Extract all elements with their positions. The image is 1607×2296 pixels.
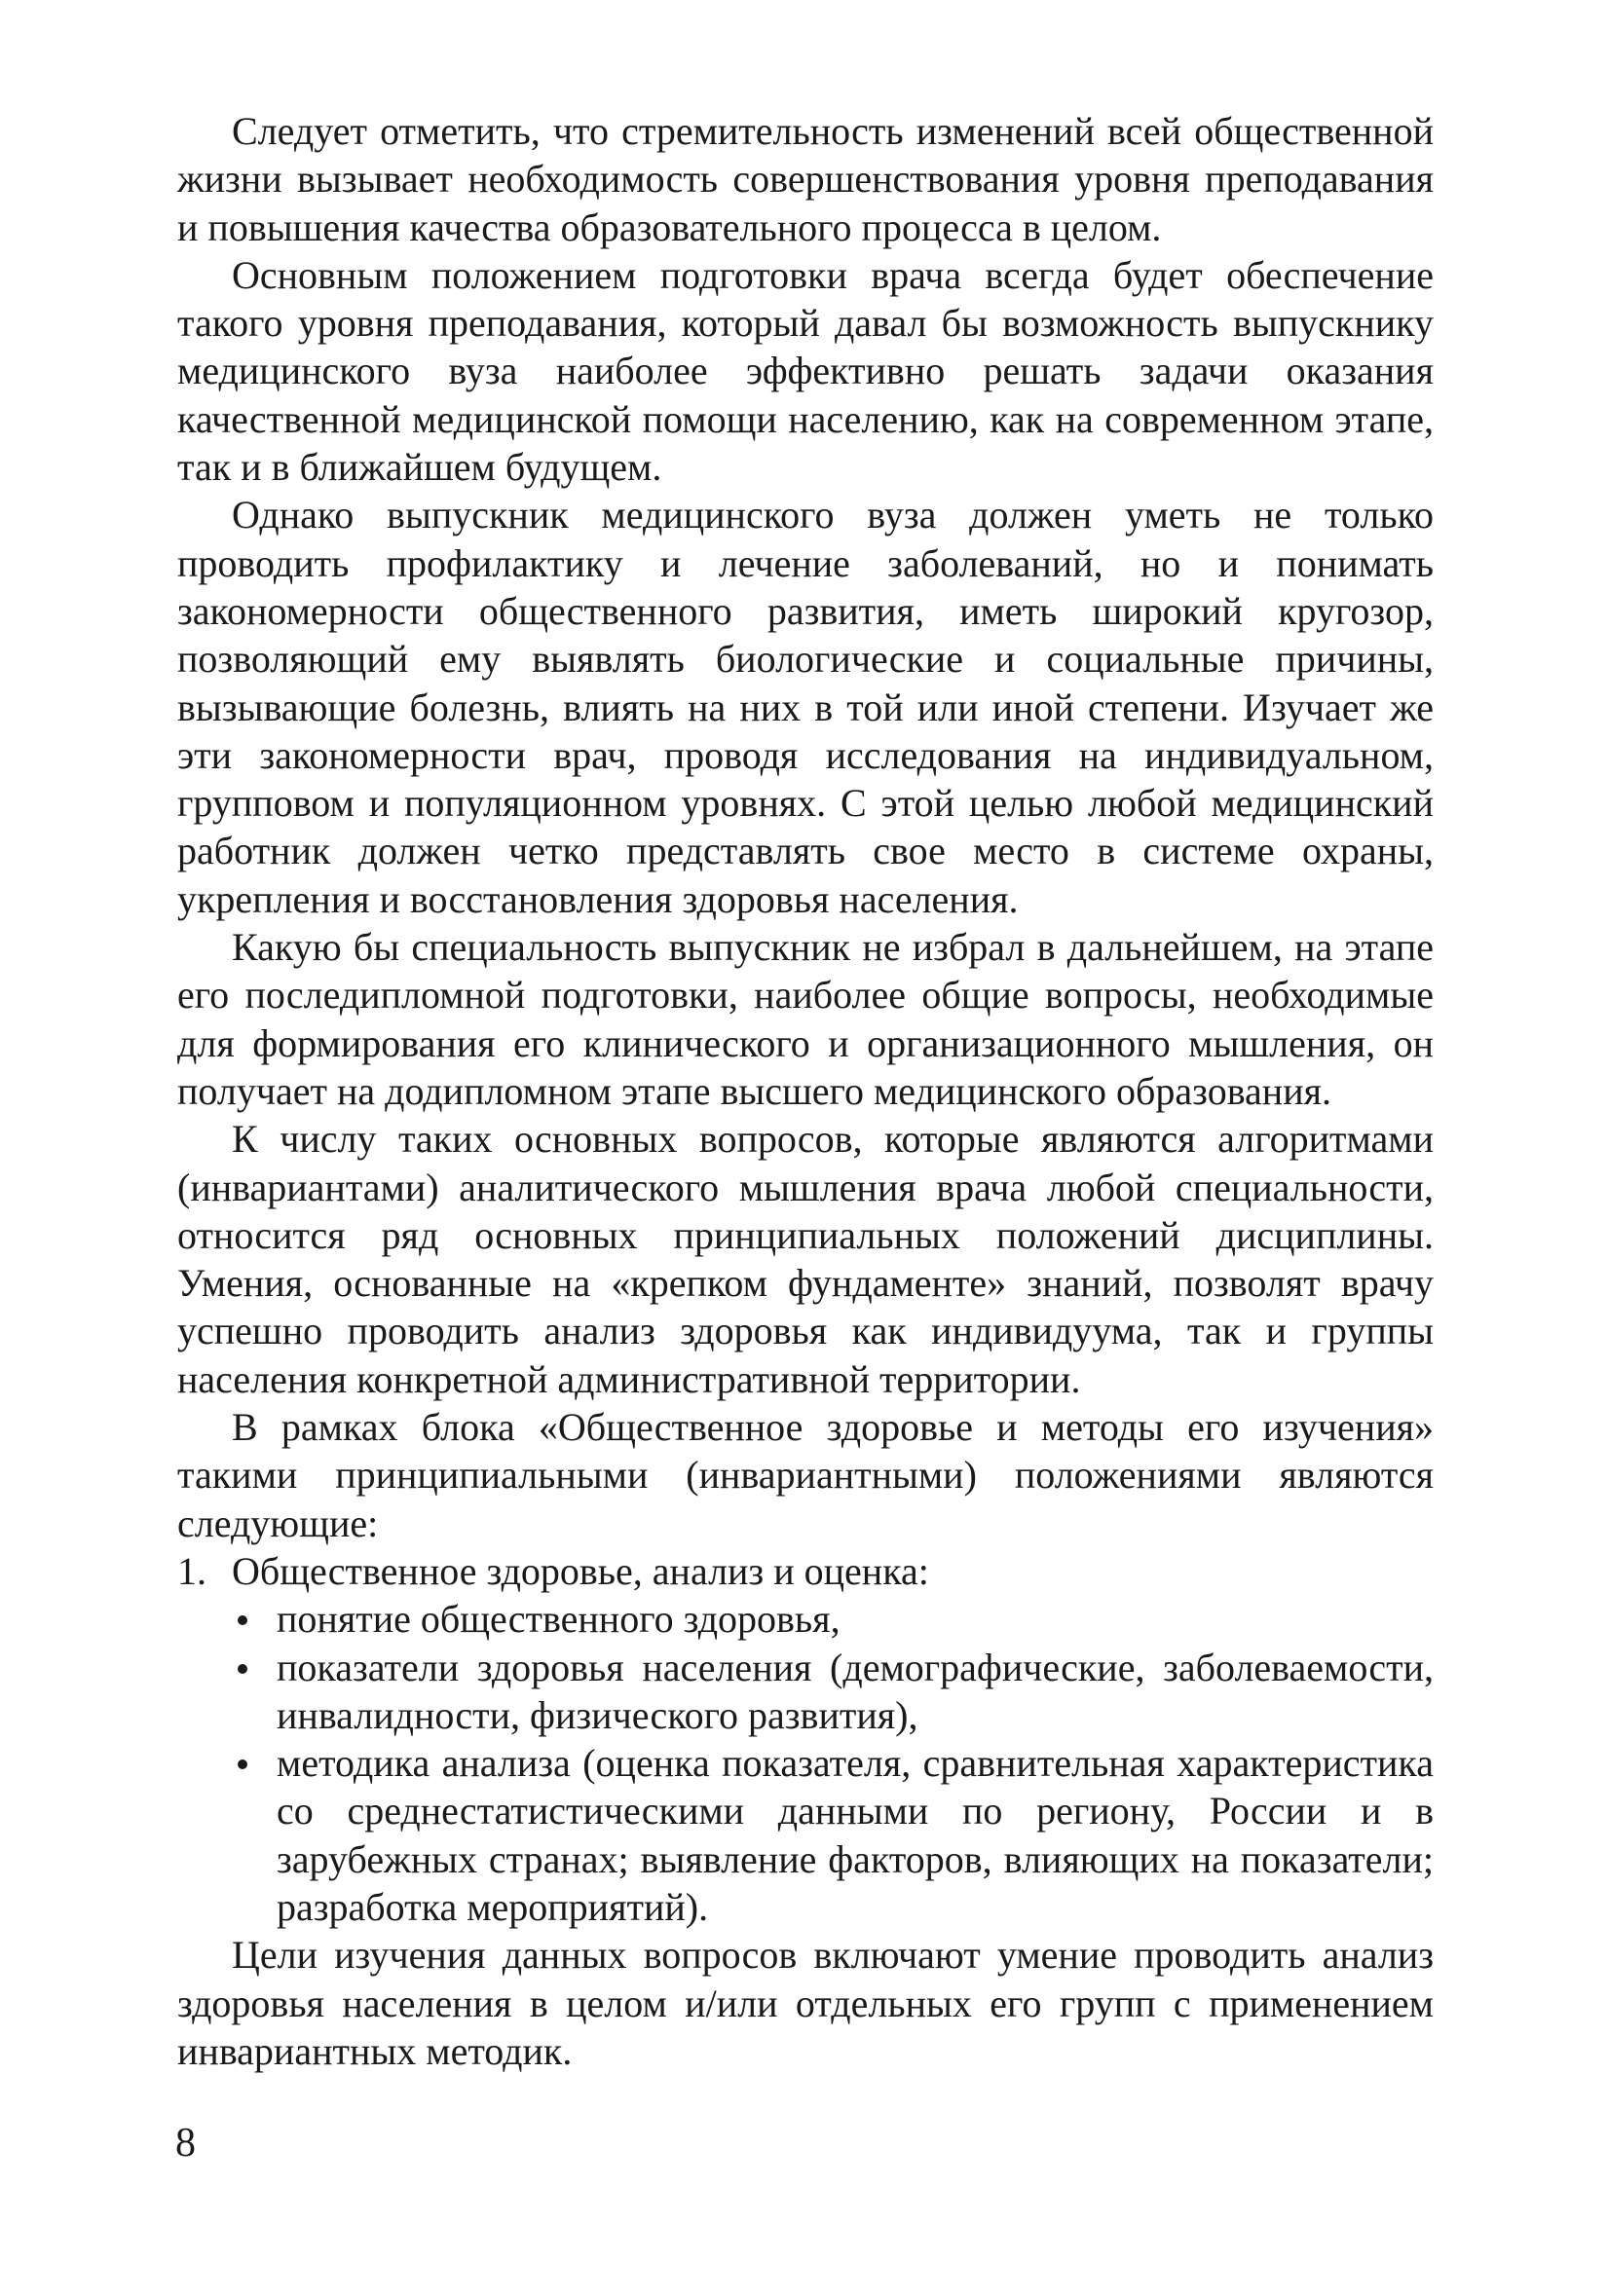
paragraph-1: Следует отметить, что стремительность изменений всей общественной жизни вызывает необходимость совершенствования уровня преподавания и повышения качества образовательного процесса в целом.	[177, 109, 1434, 249]
bullet-item-3: методика анализа (оценка показателя, сравнительная характеристика со среднестатистическими данными по региону, России и в зарубежных странах; выявление факторов, влияющих на показатели; разработка мероприятий).	[232, 1739, 1434, 1931]
bullet-item-1: понятие общественного здоровья,	[232, 1595, 1434, 1643]
list-item-number: 1.	[177, 1548, 206, 1593]
paragraph-5: К числу таких основных вопросов, которые являются алгоритмами (инвариантами) аналитического мышления врача любой специальности, относится ряд основных принципиальных положений дисциплины. Умения, основанные на «крепком фундаменте» знаний, позволят врачу успешно проводить анализ здоровья как индивидуума, так и группы населения конкретной административной территории.	[177, 1117, 1434, 1401]
list-item-title: Общественное здоровье, анализ и оценка:	[232, 1548, 929, 1593]
numbered-list	[177, 1547, 1434, 1931]
bullet-item-2: показатели здоровья населения (демографические, заболеваемости, инвалидности, физического развития),	[232, 1644, 1434, 1740]
paragraph-3: Однако выпускник медицинского вуза должен уметь не только проводить профилактику и лечение заболеваний, но и понимать закономерности общественного развития, иметь широкий кругозор, позволяющий ему выявлять биологические и социальные причины, вызывающие болезнь, влиять на них в той или иной степени. Изучает же эти закономерности врач, проводя исследования на индивидуальном, групповом и популяционном уровнях. С этой целью любой медицинский работник должен четко представлять свое место в системе охраны, укрепления и восстановления здоровья населения.	[177, 493, 1434, 921]
paragraph-6: В рамках блока «Общественное здоровье и методы его изучения» такими принципиальными (инвариантными) положениями являются следующие:	[177, 1405, 1434, 1545]
numbered-list-item	[177, 1547, 1434, 1931]
page-number: 8	[175, 2121, 196, 2166]
bullet-list	[232, 1595, 1434, 1931]
closing-paragraph: Цели изучения данных вопросов включают умение проводить анализ здоровья населения в целом и/или отдельных его групп с применением инвариантных методик.	[177, 1933, 1434, 2073]
page-body	[177, 107, 1434, 2075]
paragraph-4: Какую бы специальность выпускник не избрал в дальнейшем, на этапе его последипломной подготовки, наиболее общие вопросы, необходимые для формирования его клинического и организационного мышления, он получает на додипломном этапе высшего медицинского образования.	[177, 925, 1434, 1113]
paragraph-2: Основным положением подготовки врача всегда будет обеспечение такого уровня преподавания, который давал бы возможность выпускнику медицинского вуза наиболее эффективно решать задачи оказания качественной медицинской помощи населению, как на современном этапе, так и в ближайшем будущем.	[177, 252, 1434, 490]
